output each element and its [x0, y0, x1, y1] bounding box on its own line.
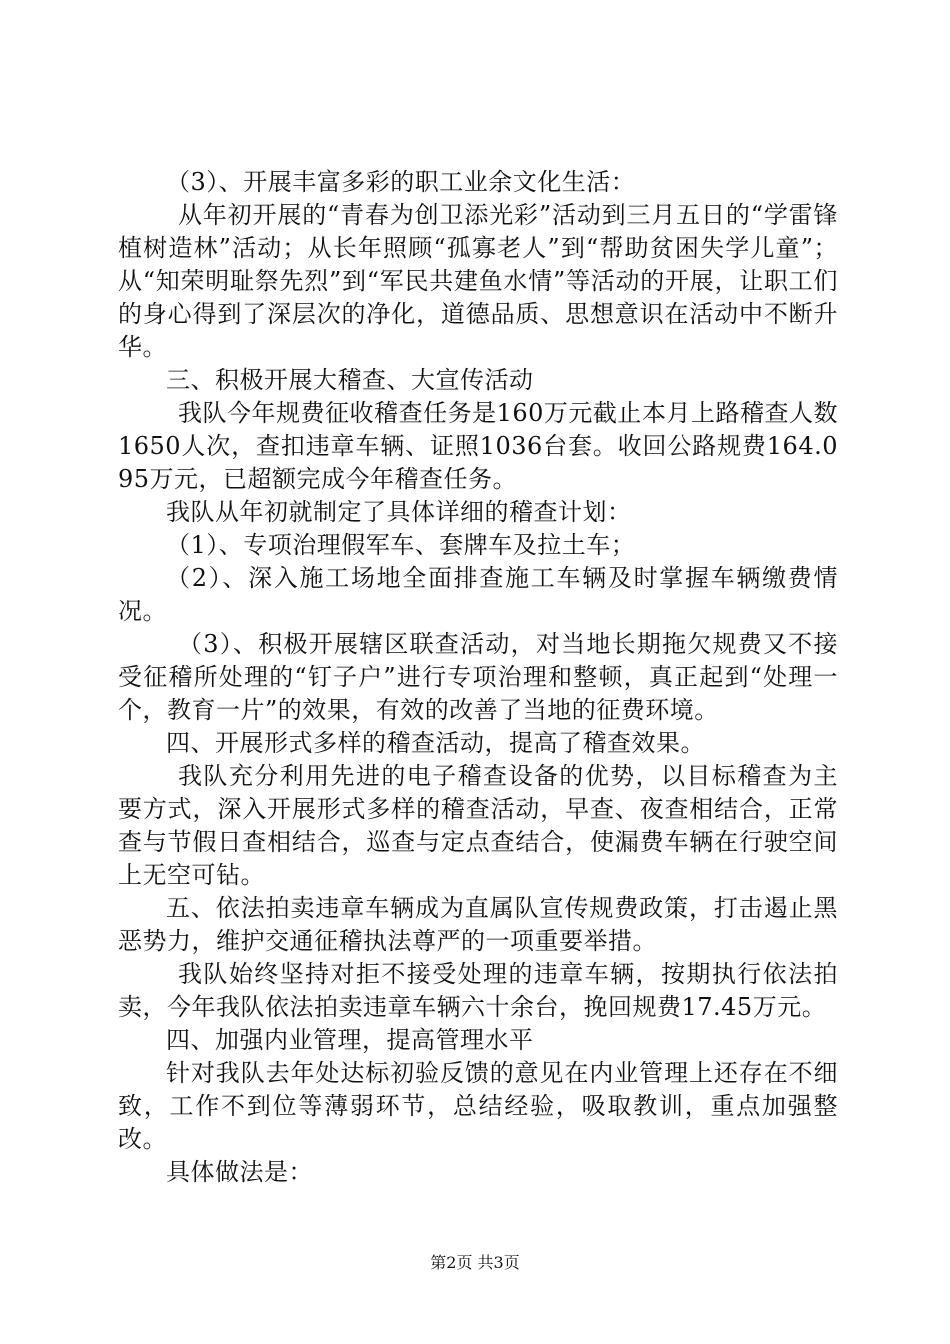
plan-item-1: （1）、专项治理假军车、套牌车及拉土车；	[166, 531, 636, 559]
section-heading-inspection-publicity: 三、积极开展大稽查、大宣传活动	[166, 366, 534, 394]
paragraph-internal-management: 针对我队去年处达标初验反馈的意见在内业管理上还存在不细致，工作不到位等薄弱环节，总结经验，吸取教训，重点加强整改。	[118, 1059, 838, 1153]
paragraph-electronic-inspection: 我队充分利用先进的电子稽查设备的优势，以目标稽查为主要方式，深入开展形式多样的稽查活动，早查、夜查相结合，正常查与节假日查相结合，巡查与定点查结合，使漏费车辆在行驶空间上无空可钻。	[118, 762, 838, 889]
plan-item-2: （2）、深入施工场地全面排查施工车辆及时掌握车辆缴费情况。	[118, 564, 838, 625]
paragraph-inspection-results: 我队今年规费征收稽查任务是160万元截止本月上路稽查人数1650人次，查扣违章车辆、证照1036台套。收回公路规费164.095万元，已超额完成今年稽查任务。	[118, 399, 838, 493]
section-heading-diverse-inspection: 四、开展形式多样的稽查活动，提高了稽查效果。	[166, 729, 705, 757]
paragraph-inspection-plan: 我队从年初就制定了具体详细的稽查计划：	[166, 498, 632, 526]
paragraph-auction-results: 我队始终坚持对拒不接受处理的违章车辆，按期执行依法拍卖，今年我队依法拍卖违章车辆六十余台，挽回规费17.45万元。	[118, 960, 838, 1021]
section-heading-internal-management: 四、加强内业管理，提高管理水平	[166, 1026, 534, 1054]
paragraph-activities-detail: 从年初开展的“青春为创卫添光彩”活动到三月五日的“学雷锋植树造林”活动；从长年照顾“孤寡老人”到“帮助贫困失学儿童”；从“知荣明耻祭先烈”到“军民共建鱼水情”等活动的开展，让职工们的身心得到了深层次的净化，道德品质、思想意识在活动中不断升华。	[118, 201, 838, 361]
plan-item-3: （3）、积极开展辖区联查活动，对当地长期拖欠规费又不接受征稽所处理的“钉子户”进行专项治理和整顿，真正起到“处理一个，教育一片”的效果，有效的改善了当地的征费环境。	[118, 630, 838, 724]
document-body	[118, 166, 838, 1189]
paragraph-specific-measures: 具体做法是：	[166, 1158, 313, 1186]
paragraph-activities-heading: （3）、开展丰富多彩的职工业余文化生活：	[166, 168, 636, 196]
page-number-footer: 第2页 共3页	[430, 1253, 520, 1272]
section-heading-auction: 五、依法拍卖违章车辆成为直属队宣传规费政策，打击遏止黑恶势力，维护交通征稽执法尊严的一项重要举措。	[118, 894, 838, 955]
